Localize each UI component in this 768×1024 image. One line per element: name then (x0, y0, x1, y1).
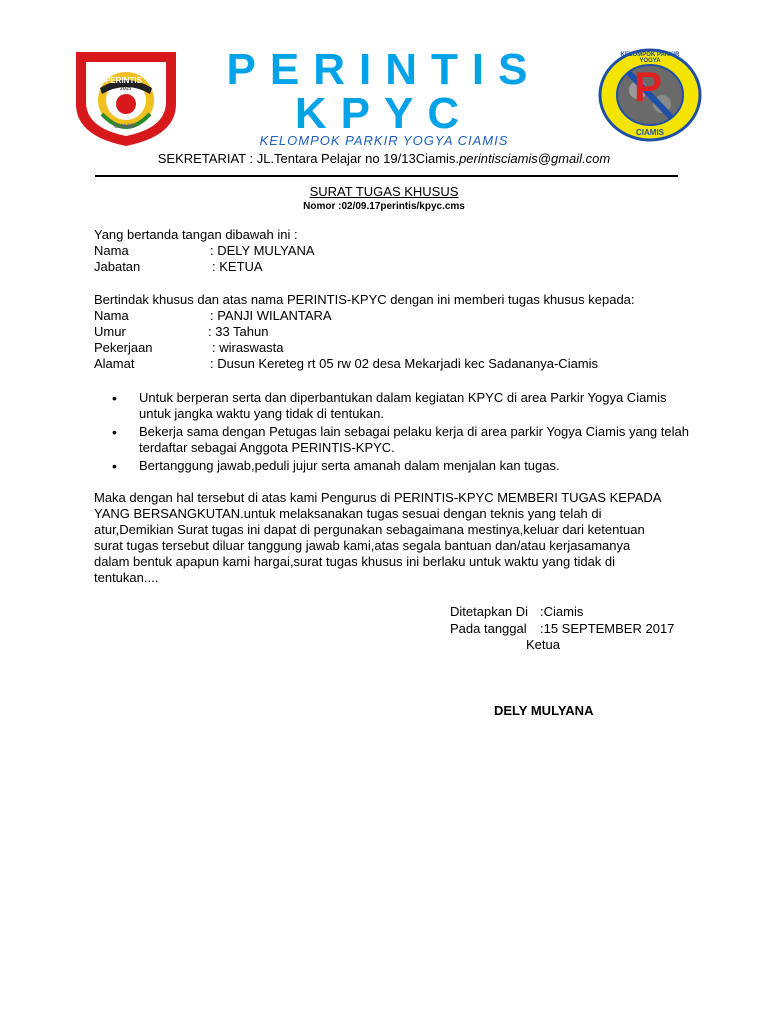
signatory-name: DELY MULYANA (494, 703, 594, 718)
letter-number: Nomor :02/09.17perintis/kpyc.cms (303, 201, 465, 212)
right-logo-ring-text: KELOMPOK PARKIR YOGYA (620, 52, 680, 64)
duty-item: • Untuk berperan serta dan diperbantukan dalam kegiatan KPYC di area Parkir Yogya Ciamis untuk jangka waktu yang tidak di tentukan. (112, 390, 692, 422)
letter-heading: SURAT TUGAS KHUSUS (309, 184, 459, 199)
closing-line: dalam bentuk apapun kami hargai,surat tugas khusus ini berlaku untuk waktu yang tidak di (94, 554, 616, 569)
date-label: Pada tanggal (450, 621, 527, 636)
left-logo-year: 2005 (120, 86, 132, 92)
left-logo-bottom-text: CIAMIS (114, 124, 135, 130)
right-logo-letter: P (634, 63, 663, 110)
closing-line: Maka dengan hal tersebut di atas kami Pengurus di PERINTIS-KPYC MEMBERI TUGAS KEPADA (94, 490, 662, 505)
org-subtitle: KELOMPOK PARKIR YOGYA CIAMIS (259, 133, 509, 148)
duty-item: • Bekerja sama dengan Petugas lain sebagai pelaku kerja di area parkir Yogya Ciamis yang telah terdaftar sebagai Anggota PERINTIS-KPYC. (112, 424, 692, 456)
secretariat-address (0, 151, 768, 166)
signer-name-label: Nama (94, 243, 129, 258)
closing-line: YANG BERSANGKUTAN.untuk melaksanakan tugas sesuai dengan teknis yang telah di (94, 506, 602, 521)
right-logo-bottom-text: CIAMIS (636, 128, 664, 137)
assignee-job-value: : wiraswasta (212, 340, 284, 355)
closing-line: surat tugas tersebut diluar tanggung jawab kami,atas segala bantuan dan/atau kerjasamanya (94, 538, 631, 553)
secretariat-text: SEKRETARIAT : JL.Tentara Pelajar no 19/13Ciamis. (157, 151, 460, 166)
signer-name-value: : DELY MULYANA (210, 243, 315, 258)
act-line: Bertindak khusus dan atas nama PERINTIS-KPYC dengan ini memberi tugas khusus kepada: (94, 292, 635, 307)
place-value: :Ciamis (540, 604, 584, 619)
org-title-line2: KPYC (294, 89, 474, 138)
closing-line: atur,Demikian Surat tugas ini dapat di pergunakan sebagaimana mestinya,keluar dari ketentuan (94, 522, 645, 537)
intro-line: Yang bertanda tangan dibawah ini : (94, 227, 298, 242)
assignee-name-value: : PANJI WILANTARA (210, 308, 332, 323)
assignee-age-value: : 33 Tahun (208, 324, 269, 339)
signer-position-label: Jabatan (94, 259, 141, 274)
date-value: :15 SEPTEMBER 2017 (540, 621, 675, 636)
duty-item: • Bertanggung jawab,peduli jujur serta amanah dalam menjalan kan tugas. (112, 458, 692, 474)
signer-position-value: : KETUA (212, 259, 263, 274)
assignee-address-value: : Dusun Kereteg rt 05 rw 02 desa Mekarjadi kec Sadananya-Ciamis (210, 356, 599, 371)
header-divider (95, 175, 678, 177)
place-label: Ditetapkan Di (450, 604, 529, 619)
left-logo-top-text: PERINTIS (105, 76, 142, 85)
email-text: perintisciamis@gmail.com (459, 151, 611, 166)
org-title-line1: PERINTIS (226, 45, 542, 94)
assignee-address-label: Alamat (94, 356, 135, 371)
closing-line: tentukan.... (94, 570, 159, 585)
signer-role: Ketua (526, 637, 560, 652)
assignee-age-label: Umur (94, 324, 126, 339)
assignee-job-label: Pekerjaan (94, 340, 153, 355)
duties-list (112, 390, 692, 476)
assignee-name-label: Nama (94, 308, 129, 323)
